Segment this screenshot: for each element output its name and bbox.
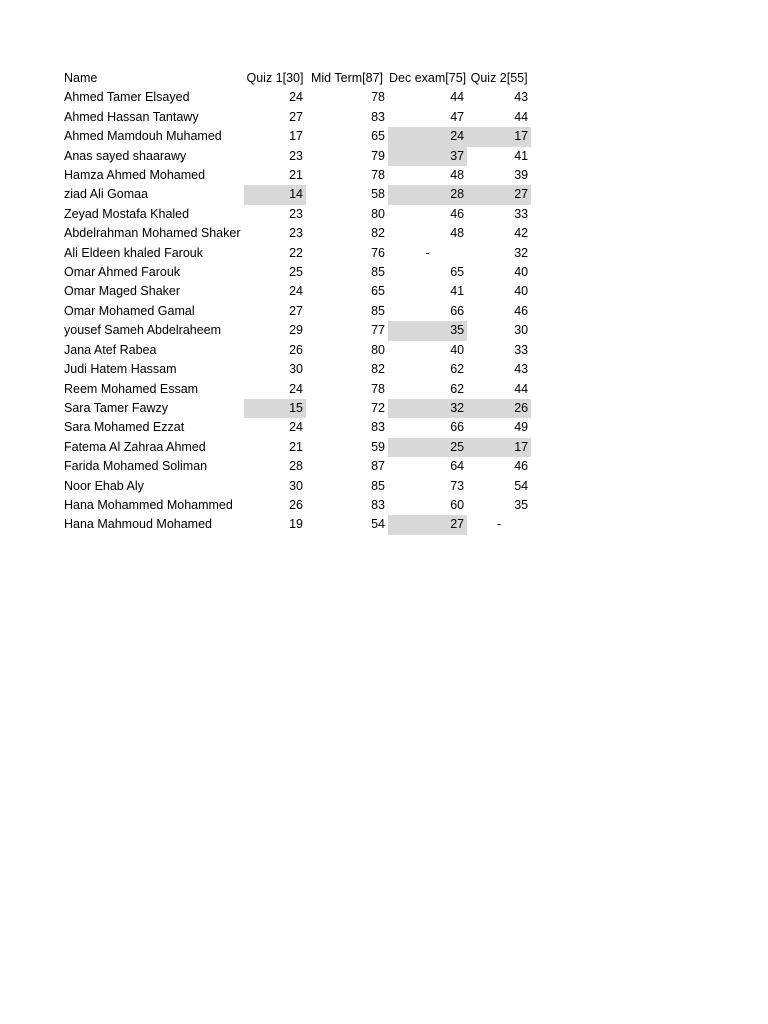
student-name-cell[interactable]: Zeyad Mostafa Khaled <box>64 206 190 221</box>
quiz-2-cell[interactable]: 40 <box>514 265 529 280</box>
table-row <box>60 224 531 243</box>
grades-table <box>60 69 531 535</box>
quiz-1-cell[interactable]: 30 <box>289 362 303 377</box>
quiz-1-cell[interactable]: 23 <box>289 148 303 163</box>
table-row <box>60 302 531 321</box>
quiz-1-cell[interactable]: 24 <box>289 420 303 435</box>
student-name-cell[interactable]: Hamza Ahmed Mohamed <box>64 168 206 183</box>
dec-exam-cell[interactable]: 62 <box>450 362 465 377</box>
table-row <box>60 438 531 457</box>
table-row <box>60 341 531 360</box>
dec-exam-cell[interactable]: 62 <box>450 381 465 396</box>
quiz-2-cell[interactable]: 27 <box>467 185 531 204</box>
dec-exam-cell[interactable]: 37 <box>388 147 467 166</box>
quiz-2-cell[interactable]: 43 <box>514 90 529 105</box>
mid-term-cell[interactable]: 83 <box>371 109 385 124</box>
mid-term-cell[interactable]: 77 <box>371 323 385 338</box>
mid-term-cell[interactable]: 78 <box>371 168 385 183</box>
dec-exam-cell[interactable]: 64 <box>450 459 465 474</box>
grades-sheet <box>60 69 531 535</box>
student-name-cell[interactable]: Farida Mohamed Soliman <box>64 459 208 474</box>
table-row <box>60 88 531 107</box>
mid-term-cell[interactable]: 79 <box>371 148 385 163</box>
table-row <box>60 496 531 515</box>
quiz-1-cell[interactable]: 30 <box>289 478 303 493</box>
quiz-1-cell[interactable]: 24 <box>289 284 303 299</box>
table-row <box>60 244 531 263</box>
quiz-1-cell[interactable]: 22 <box>289 245 303 260</box>
quiz-2-cell[interactable]: 41 <box>514 148 529 163</box>
student-name-cell[interactable]: Noor Ehab Aly <box>64 478 144 493</box>
mid-term-cell[interactable]: 82 <box>371 226 385 241</box>
table-row <box>60 282 531 301</box>
dec-exam-cell[interactable]: 28 <box>388 185 467 204</box>
mid-term-cell[interactable]: 58 <box>371 187 385 202</box>
quiz-1-cell[interactable]: 27 <box>289 109 303 124</box>
mid-term-cell[interactable]: 83 <box>371 420 385 435</box>
dec-exam-cell[interactable]: 44 <box>450 90 465 105</box>
mid-term-cell[interactable]: 85 <box>371 303 385 318</box>
mid-term-cell[interactable]: 85 <box>371 265 385 280</box>
table-row <box>60 263 531 282</box>
student-name-cell[interactable]: Sara Mohamed Ezzat <box>64 420 185 435</box>
table-row <box>60 457 531 476</box>
quiz-2-cell[interactable]: 40 <box>514 284 529 299</box>
table-row <box>60 185 531 204</box>
student-name-cell[interactable]: Omar Maged Shaker <box>64 284 181 299</box>
dec-exam-cell[interactable]: 66 <box>450 303 465 318</box>
mid-term-cell[interactable]: 80 <box>371 206 385 221</box>
student-name-cell[interactable]: Ahmed Mamdouh Muhamed <box>64 129 222 144</box>
dec-exam-cell[interactable]: 40 <box>450 342 465 357</box>
mid-term-cell[interactable]: 54 <box>371 517 385 532</box>
quiz-2-cell[interactable]: 39 <box>514 168 529 183</box>
grades-body <box>60 88 531 534</box>
dec-exam-cell[interactable]: 24 <box>388 127 467 146</box>
student-name-cell[interactable]: Sara Tamer Fawzy <box>64 400 168 415</box>
quiz-1-cell[interactable]: 26 <box>289 342 303 357</box>
mid-term-cell[interactable]: 78 <box>371 90 385 105</box>
table-row <box>60 108 531 127</box>
dec-exam-cell[interactable]: 41 <box>450 284 465 299</box>
table-row <box>60 380 531 399</box>
quiz-2-cell[interactable]: 44 <box>514 381 529 396</box>
table-row <box>60 321 531 340</box>
header-row <box>60 69 531 88</box>
quiz-2-cell[interactable]: 33 <box>514 342 529 357</box>
quiz-2-cell[interactable]: 35 <box>514 497 529 512</box>
mid-term-cell[interactable]: 82 <box>371 362 385 377</box>
mid-term-cell[interactable]: 85 <box>371 478 385 493</box>
dec-exam-cell[interactable]: 32 <box>388 399 467 418</box>
quiz-1-cell[interactable]: 24 <box>289 381 303 396</box>
quiz-2-cell[interactable]: 32 <box>514 245 529 260</box>
student-name-cell[interactable]: Reem Mohamed Essam <box>64 381 199 396</box>
header-dec-exam[interactable]: Dec exam[75] <box>389 71 467 85</box>
quiz-1-cell[interactable]: 21 <box>289 168 303 183</box>
quiz-1-cell[interactable]: 17 <box>289 129 303 144</box>
quiz-1-cell[interactable]: 25 <box>289 265 303 280</box>
header-mid-term[interactable]: Mid Term[87] <box>310 71 383 85</box>
mid-term-cell[interactable]: 72 <box>371 400 385 415</box>
dec-exam-cell[interactable]: 27 <box>388 515 467 534</box>
dec-exam-cell[interactable]: - <box>425 245 430 260</box>
table-row <box>60 205 531 224</box>
quiz-2-cell[interactable]: 42 <box>514 226 529 241</box>
student-name-cell[interactable]: Anas sayed shaarawy <box>64 148 187 163</box>
student-name-cell[interactable]: Ahmed Tamer Elsayed <box>64 90 190 105</box>
student-name-cell[interactable]: Omar Mohamed Gamal <box>64 303 195 318</box>
quiz-1-cell[interactable]: 19 <box>289 517 303 532</box>
mid-term-cell[interactable]: 65 <box>371 129 385 144</box>
quiz-2-cell[interactable]: 46 <box>514 303 529 318</box>
quiz-2-cell[interactable]: 49 <box>514 420 529 435</box>
dec-exam-cell[interactable]: 73 <box>450 478 465 493</box>
quiz-1-cell[interactable]: 23 <box>289 206 303 221</box>
dec-exam-cell[interactable]: 25 <box>388 438 467 457</box>
table-row <box>60 418 531 437</box>
header-name[interactable]: Name <box>64 71 98 85</box>
mid-term-cell[interactable]: 83 <box>371 497 385 512</box>
quiz-1-cell[interactable]: 27 <box>289 303 303 318</box>
student-name-cell[interactable]: Judi Hatem Hassam <box>64 362 177 377</box>
table-row <box>60 477 531 496</box>
table-row <box>60 147 531 166</box>
student-name-cell[interactable]: ziad Ali Gomaa <box>64 187 149 202</box>
quiz-1-cell[interactable]: 14 <box>244 185 306 204</box>
dec-exam-cell[interactable]: 47 <box>450 109 465 124</box>
quiz-1-cell[interactable]: 23 <box>289 226 303 241</box>
student-name-cell[interactable]: yousef Sameh Abdelraheem <box>64 323 222 338</box>
dec-exam-cell[interactable]: 35 <box>388 321 467 340</box>
quiz-2-cell[interactable]: 33 <box>514 206 529 221</box>
quiz-1-cell[interactable]: 15 <box>244 399 306 418</box>
dec-exam-cell[interactable]: 48 <box>450 168 465 183</box>
table-row <box>60 399 531 418</box>
header-quiz-1[interactable]: Quiz 1[30] <box>246 71 304 85</box>
quiz-2-cell[interactable]: 44 <box>514 109 529 124</box>
mid-term-cell[interactable]: 59 <box>371 439 385 454</box>
student-name-cell[interactable]: Abdelrahman Mohamed Shaker <box>64 226 241 241</box>
quiz-2-cell[interactable]: 43 <box>514 362 529 377</box>
quiz-2-cell[interactable]: - <box>497 517 502 532</box>
quiz-2-cell[interactable]: 30 <box>514 323 529 338</box>
quiz-2-cell[interactable]: 46 <box>514 459 529 474</box>
mid-term-cell[interactable]: 65 <box>371 284 385 299</box>
student-name-cell[interactable]: Hana Mahmoud Mohamed <box>64 517 212 532</box>
dec-exam-cell[interactable]: 65 <box>450 265 465 280</box>
quiz-2-cell[interactable]: 17 <box>467 438 531 457</box>
quiz-1-cell[interactable]: 28 <box>289 459 303 474</box>
student-name-cell[interactable]: Omar Ahmed Farouk <box>64 265 181 280</box>
dec-exam-cell[interactable]: 66 <box>450 420 465 435</box>
quiz-1-cell[interactable]: 29 <box>289 323 303 338</box>
quiz-2-cell[interactable]: 26 <box>467 399 531 418</box>
student-name-cell[interactable]: Hana Mohammed Mohammed <box>64 497 233 512</box>
quiz-2-cell[interactable]: 17 <box>467 127 531 146</box>
dec-exam-cell[interactable]: 60 <box>450 497 465 512</box>
mid-term-cell[interactable]: 87 <box>371 459 385 474</box>
student-name-cell[interactable]: Ali Eldeen khaled Farouk <box>64 245 203 260</box>
header-quiz-2[interactable]: Quiz 2[55] <box>470 71 528 85</box>
table-row <box>60 515 531 534</box>
dec-exam-cell[interactable]: 48 <box>450 226 465 241</box>
table-row <box>60 127 531 146</box>
quiz-1-cell[interactable]: 21 <box>289 439 303 454</box>
mid-term-cell[interactable]: 80 <box>371 342 385 357</box>
dec-exam-cell[interactable]: 46 <box>450 206 465 221</box>
quiz-1-cell[interactable]: 24 <box>289 90 303 105</box>
student-name-cell[interactable]: Jana Atef Rabea <box>64 342 157 357</box>
mid-term-cell[interactable]: 76 <box>371 245 385 260</box>
table-row <box>60 360 531 379</box>
quiz-1-cell[interactable]: 26 <box>289 497 303 512</box>
student-name-cell[interactable]: Fatema Al Zahraa Ahmed <box>64 439 206 454</box>
quiz-2-cell[interactable]: 54 <box>514 478 529 493</box>
mid-term-cell[interactable]: 78 <box>371 381 385 396</box>
table-row <box>60 166 531 185</box>
student-name-cell[interactable]: Ahmed Hassan Tantawy <box>64 109 199 124</box>
